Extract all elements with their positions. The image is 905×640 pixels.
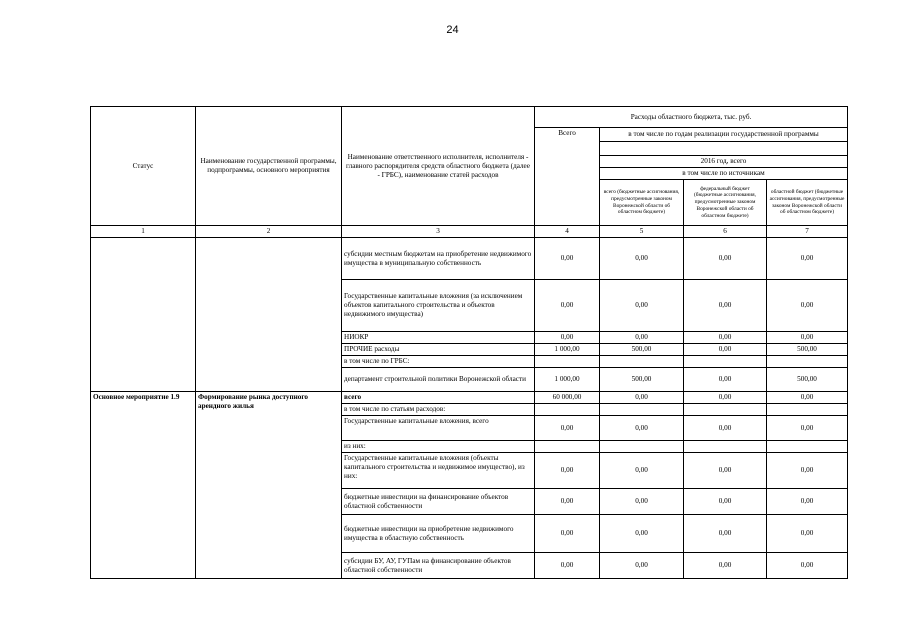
header-spacer — [600, 142, 848, 156]
row-federal: 0,00 — [684, 332, 767, 344]
row-name: всего — [342, 392, 535, 404]
column-number: 5 — [600, 226, 684, 238]
row-federal: 0,00 — [684, 515, 767, 553]
row-federal: 0,00 — [684, 368, 767, 392]
row-all: 0,00 — [600, 280, 684, 332]
row-name: Государственные капитальные вложения (за исключением объектов капитального строительства и объектов недвижимого имущества) — [342, 280, 535, 332]
row-regional: 0,00 — [767, 453, 848, 489]
row-federal: 0,00 — [684, 280, 767, 332]
row-name: НИОКР — [342, 332, 535, 344]
row-regional: 500,00 — [767, 344, 848, 356]
row-regional: 0,00 — [767, 515, 848, 553]
status-cell-empty — [91, 238, 196, 392]
program-cell-empty — [196, 238, 342, 392]
row-all: 0,00 — [600, 489, 684, 515]
row-all: 0,00 — [600, 453, 684, 489]
row-total: 0,00 — [535, 489, 600, 515]
row-name: ПРОЧИЕ расходы — [342, 344, 535, 356]
row-regional: 500,00 — [767, 368, 848, 392]
row-all: 0,00 — [600, 238, 684, 280]
row-regional: 0,00 — [767, 332, 848, 344]
header-expenses: Расходы областного бюджета, тыс. руб. — [535, 107, 848, 128]
row-total: 0,00 — [535, 453, 600, 489]
activity-title: Формирование рынка доступного арендного жилья — [196, 392, 342, 579]
row-total — [535, 404, 600, 416]
header-row-1 — [91, 107, 848, 128]
row-total: 0,00 — [535, 416, 600, 441]
row-name: бюджетные инвестиции на финансирование объектов областной собственности — [342, 489, 535, 515]
column-number: 3 — [342, 226, 535, 238]
column-number: 4 — [535, 226, 600, 238]
header-program-name: Наименование государственной программы, подпрограммы, основного мероприятия — [196, 107, 342, 226]
row-regional — [767, 404, 848, 416]
row-name: Государственные капитальные вложения, всего — [342, 416, 535, 441]
row-regional: 0,00 — [767, 416, 848, 441]
row-all: 0,00 — [600, 515, 684, 553]
row-total: 0,00 — [535, 553, 600, 579]
header-source-regional: областной бюджет (бюджетные ассигнования, предусмотренные законом Воронежской области об областном бюджете) — [767, 180, 848, 226]
row-total: 1 000,00 — [535, 344, 600, 356]
row-all — [600, 441, 684, 453]
row-name: субсидии местным бюджетам на приобретение недвижимого имущества в муниципальную собственность — [342, 238, 535, 280]
page-number: 24 — [446, 24, 459, 36]
table-row — [91, 238, 848, 280]
row-federal: 0,00 — [684, 453, 767, 489]
column-number: 2 — [196, 226, 342, 238]
header-executor-name: Наименование ответственного исполнителя, исполнителя - главного распорядителя средств областного бюджета (далее - ГРБС), наименование статей расходов — [342, 107, 535, 226]
row-federal: 0,00 — [684, 489, 767, 515]
row-federal: 0,00 — [684, 392, 767, 404]
header-total: Всего — [535, 128, 600, 226]
row-federal: 0,00 — [684, 416, 767, 441]
row-total: 0,00 — [535, 332, 600, 344]
row-total — [535, 356, 600, 368]
row-regional: 0,00 — [767, 553, 848, 579]
table-row — [91, 392, 848, 404]
row-regional: 0,00 — [767, 489, 848, 515]
row-total: 0,00 — [535, 238, 600, 280]
row-name: в том числе по статьям расходов: — [342, 404, 535, 416]
column-number: 7 — [767, 226, 848, 238]
row-regional — [767, 356, 848, 368]
row-all: 0,00 — [600, 332, 684, 344]
row-total: 60 000,00 — [535, 392, 600, 404]
activity-status: Основное мероприятие 1.9 — [91, 392, 196, 579]
row-total — [535, 441, 600, 453]
row-all — [600, 404, 684, 416]
row-all — [600, 356, 684, 368]
row-all: 0,00 — [600, 416, 684, 441]
row-regional: 0,00 — [767, 238, 848, 280]
row-total: 0,00 — [535, 515, 600, 553]
row-federal — [684, 441, 767, 453]
row-total: 0,00 — [535, 280, 600, 332]
row-regional: 0,00 — [767, 392, 848, 404]
row-name: департамент строительной политики Воронежской области — [342, 368, 535, 392]
row-name: бюджетные инвестиции на приобретение недвижимого имущества в областную собственность — [342, 515, 535, 553]
row-federal: 0,00 — [684, 344, 767, 356]
row-name: из них: — [342, 441, 535, 453]
row-name: Государственные капитальные вложения (объекты капитального строительства и недвижимое имущество), из них: — [342, 453, 535, 489]
header-year: 2016 год, всего — [600, 156, 848, 168]
row-all: 0,00 — [600, 553, 684, 579]
row-all: 0,00 — [600, 392, 684, 404]
column-number-row — [91, 226, 848, 238]
header-by-sources: в том числе по источникам — [600, 168, 848, 180]
row-federal — [684, 356, 767, 368]
row-regional — [767, 441, 848, 453]
row-name: субсидии БУ, АУ, ГУПам на финансирование объектов областной собственности — [342, 553, 535, 579]
row-federal: 0,00 — [684, 553, 767, 579]
row-federal: 0,00 — [684, 238, 767, 280]
row-total: 1 000,00 — [535, 368, 600, 392]
row-name: в том числе по ГРБС: — [342, 356, 535, 368]
row-federal — [684, 404, 767, 416]
column-number: 6 — [684, 226, 767, 238]
column-number: 1 — [91, 226, 196, 238]
header-source-all: всего (бюджетные ассигнования, предусмотренные законом Воронежской области об областном бюджете) — [600, 180, 684, 226]
header-by-years: в том числе по годам реализации государственной программы — [600, 128, 848, 142]
header-source-federal: федеральный бюджет (бюджетные ассигнования, предусмотренные законом Воронежской области об областном бюджете) — [684, 180, 767, 226]
row-all: 500,00 — [600, 368, 684, 392]
header-status: Статус — [91, 107, 196, 226]
row-all: 500,00 — [600, 344, 684, 356]
row-regional: 0,00 — [767, 280, 848, 332]
budget-table — [90, 106, 848, 579]
